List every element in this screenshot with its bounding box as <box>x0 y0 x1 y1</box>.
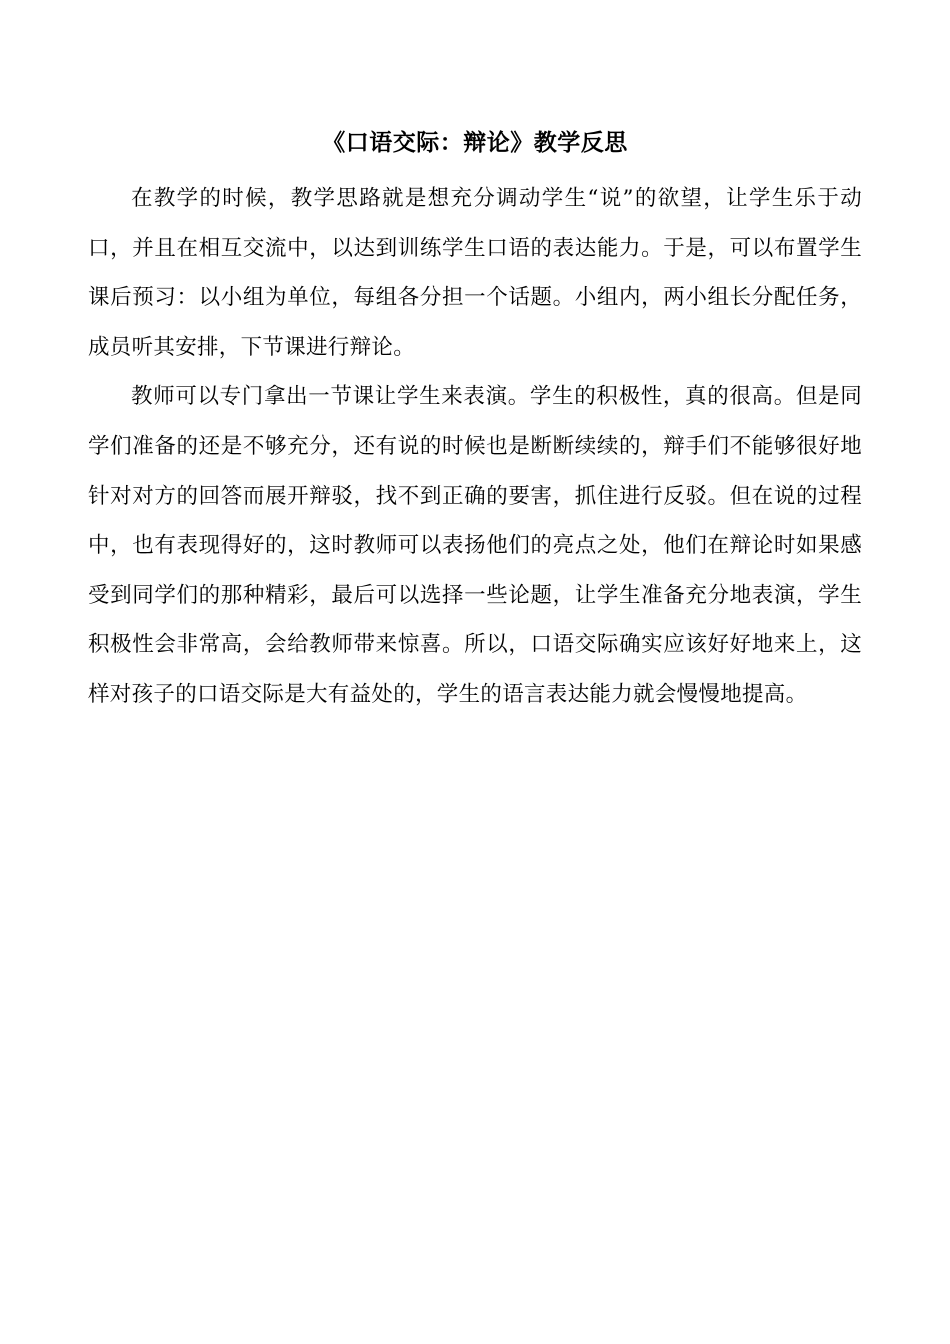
paragraph-1: 在教学的时候，教学思路就是想充分调动学生“说”的欲望，让学生乐于动口，并且在相互交流中，以达到训练学生口语的表达能力。于是，可以布置学生课后预习：以小组为单位，每组各分担一个话题。小组内，两小组长分配任务，成员听其安排，下节课进行辩论。 <box>88 186 862 360</box>
document-page <box>88 124 862 720</box>
paragraph-2: 教师可以专门拿出一节课让学生来表演。学生的积极性，真的很高。但是同学们准备的还是不够充分，还有说的时候也是断断续续的，辩手们不能够很好地针对对方的回答而展开辩驳，找不到正确的要害，抓住进行反驳。但在说的过程中，也有表现得好的，这时教师可以表扬他们的亮点之处，他们在辩论时如果感受到同学们的那种精彩，最后可以选择一些论题，让学生准备充分地表演，学生积极性会非常高，会给教师带来惊喜。所以，口语交际确实应该好好地来上，这样对孩子的口语交际是大有益处的，学生的语言表达能力就会慢慢地提高。 <box>88 384 862 707</box>
document-title: 《口语交际：辩论》教学反思 <box>322 129 628 156</box>
title-spacer <box>88 162 862 174</box>
